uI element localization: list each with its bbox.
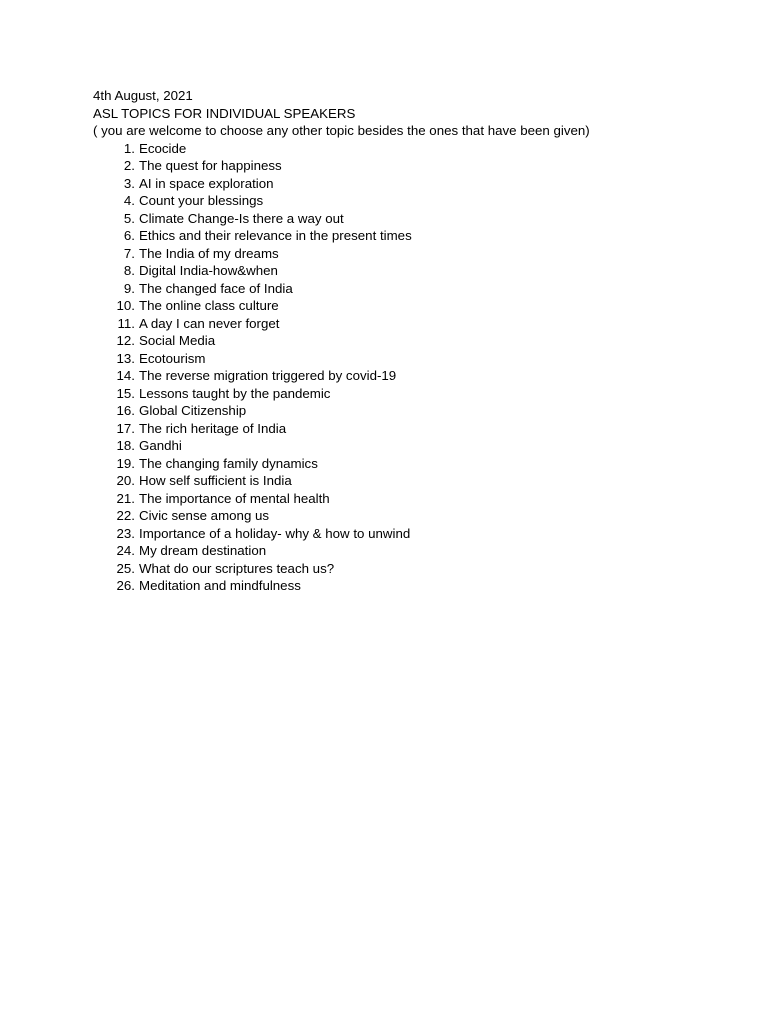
- topic-item: [93, 472, 743, 490]
- topic-text: Climate Change-Is there a way out: [139, 210, 344, 226]
- topic-number: 25.: [116, 560, 135, 576]
- topic-text: My dream destination: [139, 543, 267, 558]
- topic-text: The India of my dreams: [139, 245, 279, 261]
- topic-text: The online class culture: [139, 298, 279, 313]
- topic-number: 16.: [116, 403, 135, 418]
- topic-item: [93, 210, 743, 228]
- topic-item: [93, 490, 743, 508]
- topic-item: [93, 402, 743, 420]
- topic-number: 22.: [116, 508, 135, 523]
- topic-number: 13.: [116, 350, 135, 366]
- document-note: ( you are welcome to choose any other topic besides the ones that have been given): [93, 123, 590, 138]
- topic-item: [93, 350, 743, 368]
- topic-text: The reverse migration triggered by covid-19: [139, 368, 397, 383]
- topic-number: 23.: [116, 525, 135, 541]
- topic-number: 24.: [116, 543, 135, 558]
- topic-text: Ecotourism: [139, 350, 206, 366]
- topic-number: 12.: [116, 333, 135, 348]
- document-title: ASL TOPICS FOR INDIVIDUAL SPEAKERS: [93, 105, 356, 121]
- topic-number: 26.: [116, 578, 135, 593]
- topic-text: The importance of mental health: [139, 490, 330, 506]
- topic-item: [93, 227, 743, 245]
- topic-number: 20.: [116, 473, 135, 488]
- topic-number: 8.: [123, 263, 135, 278]
- topic-text: Social Media: [139, 333, 216, 348]
- topic-item: [93, 420, 743, 438]
- topic-text: The changing family dynamics: [139, 455, 318, 471]
- topic-item: [93, 280, 743, 298]
- topic-text: Global Citizenship: [139, 403, 247, 418]
- topic-number: 10.: [116, 298, 135, 313]
- topic-text: Importance of a holiday- why & how to unwind: [139, 525, 411, 541]
- topic-number: 14.: [116, 368, 135, 383]
- topic-item: [93, 367, 743, 385]
- topic-item: [93, 245, 743, 263]
- topic-number: 6.: [123, 228, 135, 243]
- topic-text: Lessons taught by the pandemic: [139, 385, 331, 401]
- topic-item: [93, 315, 743, 333]
- topic-number: 11.: [117, 315, 135, 331]
- topic-item: [93, 455, 743, 473]
- topic-item: [93, 560, 743, 578]
- topic-item: [93, 577, 743, 595]
- topic-item: [93, 332, 743, 350]
- topic-number: 2.: [123, 158, 135, 173]
- topic-text: Meditation and mindfulness: [139, 578, 301, 593]
- topic-number: 3.: [123, 175, 135, 191]
- topic-item: [93, 525, 743, 543]
- topic-number: 9.: [123, 280, 135, 296]
- topic-item: [93, 192, 743, 210]
- topic-number: 4.: [123, 193, 135, 208]
- topic-text: Ethics and their relevance in the present times: [139, 228, 412, 243]
- topic-text: Digital India-how&when: [139, 263, 278, 278]
- topic-text: AI in space exploration: [139, 175, 274, 191]
- topic-number: 19.: [116, 455, 135, 471]
- topic-text: The quest for happiness: [139, 158, 282, 173]
- topic-text: What do our scriptures teach us?: [139, 560, 335, 576]
- document-date: 4th August, 2021: [93, 88, 193, 103]
- topic-number: 5.: [123, 210, 135, 226]
- topic-text: Gandhi: [139, 438, 182, 453]
- topic-item: [93, 385, 743, 403]
- topic-text: Count your blessings: [139, 193, 264, 208]
- topic-text: The rich heritage of India: [139, 420, 287, 436]
- document-page: [93, 87, 743, 595]
- topic-item: [93, 437, 743, 455]
- topic-number: 1.: [123, 140, 135, 156]
- topic-item: [93, 157, 743, 175]
- topic-number: 7.: [123, 245, 135, 261]
- topic-text: A day I can never forget: [139, 315, 280, 331]
- topic-text: How self sufficient is India: [139, 473, 292, 488]
- topic-text: The changed face of India: [139, 280, 293, 296]
- topic-number: 17.: [116, 420, 135, 436]
- topic-item: [93, 140, 743, 158]
- topic-item: [93, 297, 743, 315]
- topic-item: [93, 262, 743, 280]
- topic-number: 21.: [116, 490, 135, 506]
- topic-item: [93, 507, 743, 525]
- topic-item: [93, 175, 743, 193]
- topic-text: Ecocide: [139, 140, 187, 156]
- topic-list: [93, 140, 743, 595]
- topic-text: Civic sense among us: [139, 508, 270, 523]
- topic-number: 18.: [116, 438, 135, 453]
- topic-item: [93, 542, 743, 560]
- topic-number: 15.: [116, 385, 135, 401]
